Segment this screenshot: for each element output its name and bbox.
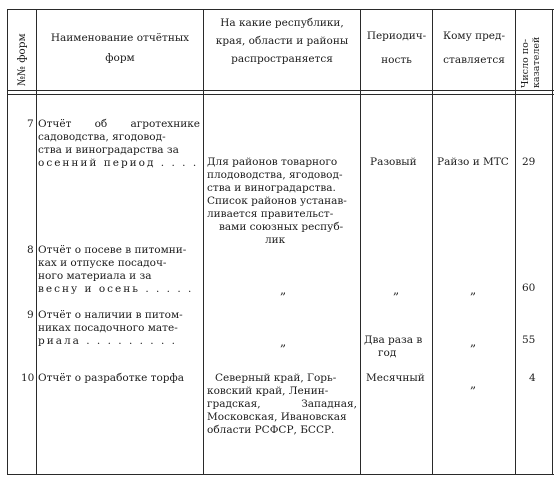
- row-8-regions-ditto: „: [280, 283, 287, 297]
- header-recipient-line-1: Кому пред-: [442, 30, 506, 42]
- header-regions-line-2: края, области и районы: [215, 35, 349, 47]
- row-8-number: 8: [27, 244, 34, 256]
- row-10-regions-line-5: области РСФСР, БССР.: [207, 424, 335, 436]
- row-7-regions-line-2: плодоводства, ягодовод-: [207, 169, 343, 181]
- row-10-regions-line-4: Московская, Ивановская: [207, 411, 347, 423]
- header-periodicity-line-1: Периодич-: [366, 30, 427, 42]
- row-9-indicator-count: 55: [522, 334, 536, 346]
- row-10-indicator-count: 4: [529, 372, 536, 384]
- row-9-periodicity: [364, 334, 422, 360]
- row-7-regions-line-7: лик: [265, 234, 286, 246]
- row-10-regions-line-3: градская, Западная,: [207, 398, 357, 410]
- row-9-name-line-3: риала . . . . . . . . .: [38, 335, 177, 347]
- table-top-rule: [7, 9, 554, 10]
- header-recipient: [433, 24, 515, 72]
- row-7-number: 7: [27, 118, 34, 130]
- row-10-regions: [207, 372, 357, 437]
- header-separator: [7, 90, 554, 95]
- column-divider: [36, 9, 37, 475]
- row-10-regions-line-2: ковский край, Ленин-: [207, 385, 329, 397]
- row-7-name-line-4: осенний период . . . .: [38, 157, 199, 169]
- row-7-recipient: Райзо и МТС: [437, 156, 509, 168]
- header-recipient-line-2: ставляется: [443, 54, 505, 66]
- row-8-name-line-3: ного материала и за: [38, 270, 152, 282]
- header-regions-line-1: На какие республики,: [220, 17, 344, 29]
- row-7-regions-line-5: ливается правительст-: [207, 208, 334, 220]
- row-7-indicator-count: 29: [522, 156, 536, 168]
- column-divider: [515, 9, 516, 475]
- row-9-periodicity-line-2: год: [378, 347, 397, 359]
- row-7-regions-line-1: Для районов товарного: [207, 156, 338, 168]
- row-10-periodicity: Месячный: [366, 372, 425, 384]
- table-border-right: [552, 9, 553, 475]
- row-8-recipient-ditto: „: [470, 283, 477, 297]
- row-8-indicator-count: 60: [522, 282, 536, 294]
- header-regions: [204, 14, 360, 68]
- row-10-name-line-1: Отчёт о разработке торфа: [38, 372, 184, 384]
- header-form-name: [37, 28, 203, 68]
- row-7-name-line-1: Отчёт об агротехнике: [38, 118, 200, 130]
- header-form-name-line-2: форм: [105, 52, 135, 64]
- row-7-regions-line-4: Список районов устанав-: [207, 195, 347, 207]
- header-regions-line-3: распространяется: [231, 53, 333, 65]
- row-7-form-name: [38, 118, 200, 170]
- row-8-periodicity-ditto: „: [393, 283, 400, 297]
- header-indicator-count: [520, 37, 542, 88]
- row-7-name-line-3: ства и виноградарства за: [38, 144, 179, 156]
- row-10-recipient-ditto: „: [470, 377, 477, 391]
- row-9-number: 9: [27, 309, 34, 321]
- row-7-name-line-2: садоводства, ягодовод-: [38, 131, 166, 143]
- row-8-name-line-4: весну и осень . . . . .: [38, 283, 194, 295]
- row-10-number: 10: [21, 372, 35, 384]
- row-8-form-name: [38, 244, 200, 296]
- header-periodicity: [361, 24, 432, 72]
- row-7-periodicity: Разовый: [370, 156, 417, 168]
- row-10-regions-line-1: Северный край, Горь-: [215, 372, 337, 384]
- column-divider: [432, 9, 433, 475]
- column-divider: [360, 9, 361, 475]
- row-9-regions-ditto: „: [280, 335, 287, 349]
- row-9-periodicity-line-1: Два раза в: [364, 334, 423, 346]
- row-10-form-name: [38, 372, 184, 385]
- row-8-name-line-2: ках и отпуске посадоч-: [38, 257, 167, 269]
- table-border-left: [7, 9, 8, 475]
- header-indicator-count-line-2: казателей: [531, 36, 542, 88]
- row-7-regions-line-3: ства и виноградарства.: [207, 182, 336, 194]
- row-9-name-line-2: никах посадочного мате-: [38, 322, 178, 334]
- row-7-regions: [207, 156, 347, 247]
- header-periodicity-line-2: ность: [381, 54, 412, 66]
- column-divider: [203, 9, 204, 475]
- table-bottom-rule: [7, 474, 554, 475]
- row-8-name-line-1: Отчёт о посеве в питомни-: [38, 244, 187, 256]
- row-9-recipient-ditto: „: [470, 335, 477, 349]
- row-9-form-name: [38, 309, 200, 348]
- header-form-name-line-1: Наименование отчётных: [50, 32, 190, 44]
- row-7-regions-line-6: вами союзных респуб-: [219, 221, 344, 233]
- header-indicator-count-line-1: Число по-: [520, 38, 531, 88]
- header-form-number: №№ форм: [16, 33, 28, 86]
- row-9-name-line-1: Отчёт о наличии в питом-: [38, 309, 183, 321]
